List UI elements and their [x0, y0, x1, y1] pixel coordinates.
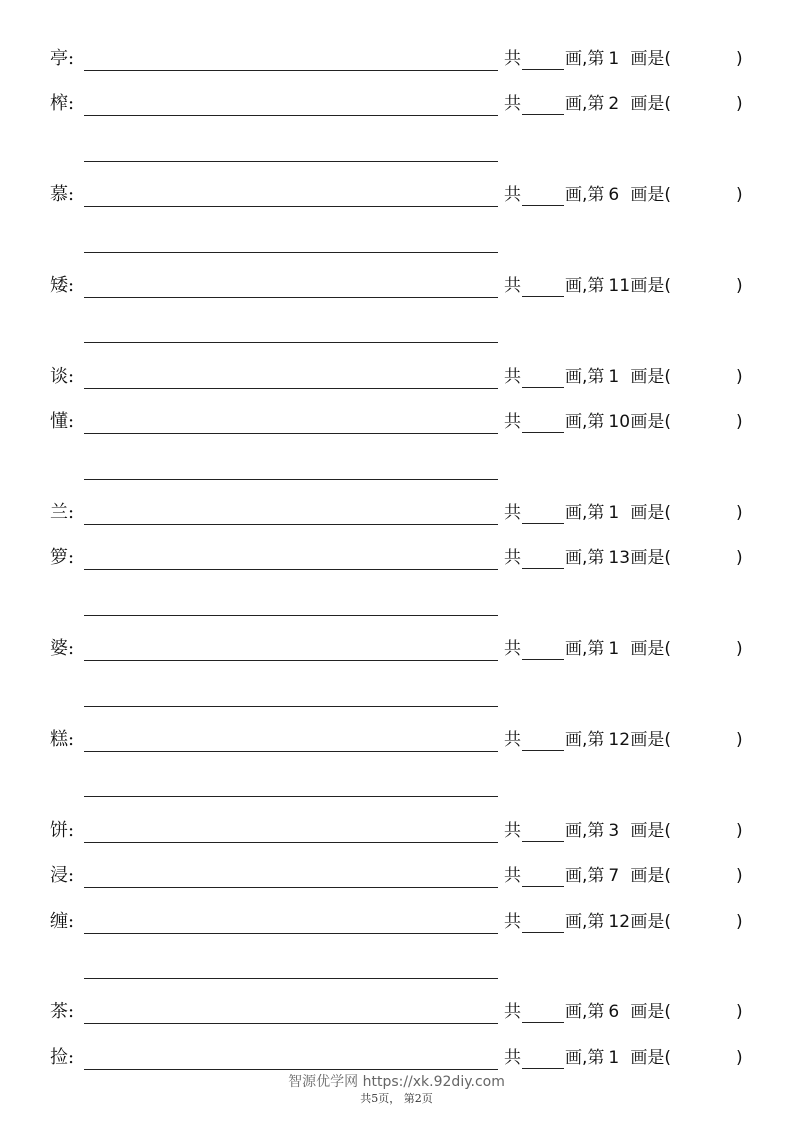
nth-prefix: 第 — [587, 94, 605, 115]
nth-suffix: 画是( — [630, 866, 672, 887]
stroke-count-prompt — [504, 502, 743, 524]
answer-close-paren: ) — [736, 548, 743, 569]
answer-close-paren: ) — [736, 366, 743, 387]
total-prefix: 共 — [504, 366, 521, 387]
nth-prefix: 第 — [587, 185, 605, 206]
stroke-order-writing-line[interactable] — [84, 206, 498, 207]
stroke-question-row — [0, 500, 793, 530]
footer-page-info: 共5页， 第2页 — [360, 1092, 433, 1105]
total-prefix: 共 — [504, 866, 521, 887]
total-strokes-blank[interactable] — [522, 1050, 564, 1069]
stroke-order-writing-line[interactable] — [84, 297, 498, 298]
total-prefix: 共 — [504, 548, 521, 569]
question-character: 谈: — [50, 365, 75, 387]
nth-prefix: 第 — [587, 548, 605, 569]
continuation-writing-line[interactable] — [84, 615, 498, 616]
nth-suffix: 画是( — [630, 1002, 672, 1023]
question-character: 茶: — [50, 1001, 75, 1023]
question-character: 婆: — [50, 638, 75, 660]
continuation-writing-line[interactable] — [84, 706, 498, 707]
nth-prefix: 第 — [587, 412, 605, 433]
total-strokes-blank[interactable] — [522, 914, 564, 933]
nth-suffix: 画是( — [630, 49, 672, 69]
nth-prefix: 第 — [587, 820, 605, 841]
nth-suffix: 画是( — [630, 412, 672, 433]
stroke-question-row — [0, 545, 793, 575]
nth-suffix: 画是( — [630, 276, 672, 296]
total-strokes-blank[interactable] — [522, 732, 564, 751]
answer-close-paren: ) — [736, 639, 743, 660]
stroke-order-writing-line[interactable] — [84, 524, 498, 525]
total-prefix: 共 — [504, 276, 521, 296]
stroke-index: 12 — [608, 911, 631, 932]
stroke-order-writing-line[interactable] — [84, 1069, 498, 1070]
question-character: 慕: — [50, 184, 75, 206]
stroke-question-row — [0, 182, 793, 212]
total-suffix: 画, — [565, 503, 588, 523]
nth-prefix: 第 — [587, 49, 605, 69]
stroke-index: 1 — [608, 366, 620, 387]
stroke-question-row — [0, 999, 793, 1029]
answer-close-paren: ) — [736, 1002, 743, 1023]
total-prefix: 共 — [504, 503, 521, 523]
answer-close-paren: ) — [736, 866, 743, 887]
stroke-index: 1 — [608, 49, 620, 69]
stroke-order-writing-line[interactable] — [84, 569, 498, 570]
question-character: 箩: — [50, 547, 75, 569]
stroke-count-prompt — [504, 729, 743, 751]
question-character: 饼: — [50, 819, 75, 841]
total-prefix: 共 — [504, 639, 521, 660]
question-character: 矮: — [50, 275, 75, 296]
total-strokes-blank[interactable] — [522, 868, 564, 887]
nth-suffix: 画是( — [630, 730, 672, 750]
question-character: 榨: — [50, 93, 75, 115]
total-suffix: 画, — [565, 185, 588, 206]
answer-close-paren: ) — [736, 1047, 743, 1068]
stroke-index: 1 — [608, 1047, 620, 1068]
answer-close-paren: ) — [736, 185, 743, 206]
stroke-order-writing-line[interactable] — [84, 842, 498, 843]
stroke-index: 1 — [608, 639, 620, 660]
question-character: 捡: — [50, 1046, 75, 1068]
nth-prefix: 第 — [587, 866, 605, 887]
total-strokes-blank[interactable] — [522, 550, 564, 569]
stroke-count-prompt — [504, 911, 743, 933]
total-strokes-blank[interactable] — [522, 278, 564, 297]
continuation-writing-line[interactable] — [84, 252, 498, 253]
question-character: 浸: — [50, 865, 75, 887]
total-prefix: 共 — [504, 185, 521, 206]
answer-close-paren: ) — [736, 911, 743, 932]
stroke-order-writing-line[interactable] — [84, 660, 498, 661]
nth-suffix: 画是( — [630, 911, 672, 932]
stroke-index: 2 — [608, 94, 620, 115]
total-suffix: 画, — [565, 94, 588, 115]
nth-prefix: 第 — [587, 366, 605, 387]
answer-close-paren: ) — [736, 276, 743, 296]
stroke-question-row — [0, 909, 793, 939]
question-character: 懂: — [50, 411, 75, 433]
nth-prefix: 第 — [587, 1047, 605, 1068]
nth-suffix: 画是( — [630, 548, 672, 569]
total-strokes-blank[interactable] — [522, 51, 564, 70]
answer-close-paren: ) — [736, 94, 743, 115]
stroke-index: 11 — [608, 276, 631, 296]
nth-suffix: 画是( — [630, 503, 672, 523]
stroke-order-writing-line[interactable] — [84, 751, 498, 752]
continuation-writing-line[interactable] — [84, 161, 498, 162]
stroke-order-writing-line[interactable] — [84, 887, 498, 888]
total-suffix: 画, — [565, 276, 588, 296]
stroke-index: 1 — [608, 503, 620, 523]
nth-prefix: 第 — [587, 1002, 605, 1023]
continuation-writing-line[interactable] — [84, 978, 498, 979]
nth-suffix: 画是( — [630, 185, 672, 206]
nth-suffix: 画是( — [630, 820, 672, 841]
total-suffix: 画, — [565, 548, 588, 569]
answer-close-paren: ) — [736, 412, 743, 433]
total-suffix: 画, — [565, 366, 588, 387]
stroke-question-row — [0, 409, 793, 439]
total-suffix: 画, — [565, 49, 588, 69]
stroke-question-row — [0, 91, 793, 121]
stroke-question-row — [0, 46, 793, 76]
question-character: 缠: — [50, 910, 75, 932]
total-prefix: 共 — [504, 1047, 521, 1068]
stroke-order-writing-line[interactable] — [84, 433, 498, 434]
stroke-question-row — [0, 364, 793, 394]
total-suffix: 画, — [565, 866, 588, 887]
question-character: 兰: — [50, 502, 75, 523]
answer-close-paren: ) — [736, 820, 743, 841]
answer-close-paren: ) — [736, 730, 743, 750]
stroke-count-prompt — [504, 93, 743, 115]
stroke-order-writing-line[interactable] — [84, 70, 498, 71]
stroke-order-writing-line[interactable] — [84, 933, 498, 934]
question-character: 糕: — [50, 729, 75, 750]
stroke-count-prompt — [504, 48, 743, 70]
stroke-count-prompt — [504, 1001, 743, 1023]
question-character: 亭: — [50, 48, 75, 69]
nth-prefix: 第 — [587, 911, 605, 932]
nth-prefix: 第 — [587, 276, 605, 296]
total-suffix: 画, — [565, 412, 588, 433]
nth-suffix: 画是( — [630, 1047, 672, 1068]
stroke-order-writing-line[interactable] — [84, 1023, 498, 1024]
total-prefix: 共 — [504, 49, 521, 69]
stroke-count-prompt — [504, 184, 743, 206]
continuation-writing-line[interactable] — [84, 342, 498, 343]
total-suffix: 画, — [565, 820, 588, 841]
total-strokes-blank[interactable] — [522, 641, 564, 660]
footer-watermark: 智源优学网 https://xk.92diy.com — [288, 1074, 505, 1090]
total-strokes-blank[interactable] — [522, 1004, 564, 1023]
stroke-index: 6 — [608, 185, 620, 206]
total-suffix: 画, — [565, 1002, 588, 1023]
stroke-question-row — [0, 863, 793, 893]
stroke-order-writing-line[interactable] — [84, 115, 498, 116]
stroke-count-prompt — [504, 366, 743, 388]
stroke-order-writing-line[interactable] — [84, 388, 498, 389]
answer-close-paren: ) — [736, 503, 743, 523]
nth-prefix: 第 — [587, 503, 605, 523]
total-suffix: 画, — [565, 639, 588, 660]
stroke-count-prompt — [504, 820, 743, 842]
stroke-question-row — [0, 818, 793, 848]
total-strokes-blank[interactable] — [522, 823, 564, 842]
total-strokes-blank[interactable] — [522, 187, 564, 206]
nth-suffix: 画是( — [630, 639, 672, 660]
stroke-count-prompt — [504, 275, 743, 297]
total-prefix: 共 — [504, 820, 521, 841]
total-strokes-blank[interactable] — [522, 369, 564, 388]
continuation-writing-line[interactable] — [84, 796, 498, 797]
stroke-index: 7 — [608, 866, 620, 887]
total-strokes-blank[interactable] — [522, 96, 564, 115]
stroke-question-row — [0, 273, 793, 303]
stroke-index: 10 — [608, 412, 631, 433]
nth-suffix: 画是( — [630, 366, 672, 387]
stroke-index: 6 — [608, 1002, 620, 1023]
nth-suffix: 画是( — [630, 94, 672, 115]
total-strokes-blank[interactable] — [522, 414, 564, 433]
total-suffix: 画, — [565, 730, 588, 750]
stroke-count-prompt — [504, 865, 743, 887]
total-prefix: 共 — [504, 730, 521, 750]
total-prefix: 共 — [504, 1002, 521, 1023]
stroke-index: 12 — [608, 730, 631, 750]
stroke-index: 3 — [608, 820, 620, 841]
nth-prefix: 第 — [587, 639, 605, 660]
stroke-count-prompt — [504, 1047, 743, 1069]
stroke-count-prompt — [504, 638, 743, 660]
total-prefix: 共 — [504, 412, 521, 433]
total-strokes-blank[interactable] — [522, 505, 564, 524]
total-prefix: 共 — [504, 94, 521, 115]
total-suffix: 画, — [565, 1047, 588, 1068]
answer-close-paren: ) — [736, 49, 743, 69]
stroke-count-prompt — [504, 411, 743, 433]
total-suffix: 画, — [565, 911, 588, 932]
stroke-question-row — [0, 727, 793, 757]
stroke-count-prompt — [504, 547, 743, 569]
total-prefix: 共 — [504, 911, 521, 932]
stroke-index: 13 — [608, 548, 631, 569]
continuation-writing-line[interactable] — [84, 479, 498, 480]
nth-prefix: 第 — [587, 730, 605, 750]
stroke-question-row — [0, 636, 793, 666]
